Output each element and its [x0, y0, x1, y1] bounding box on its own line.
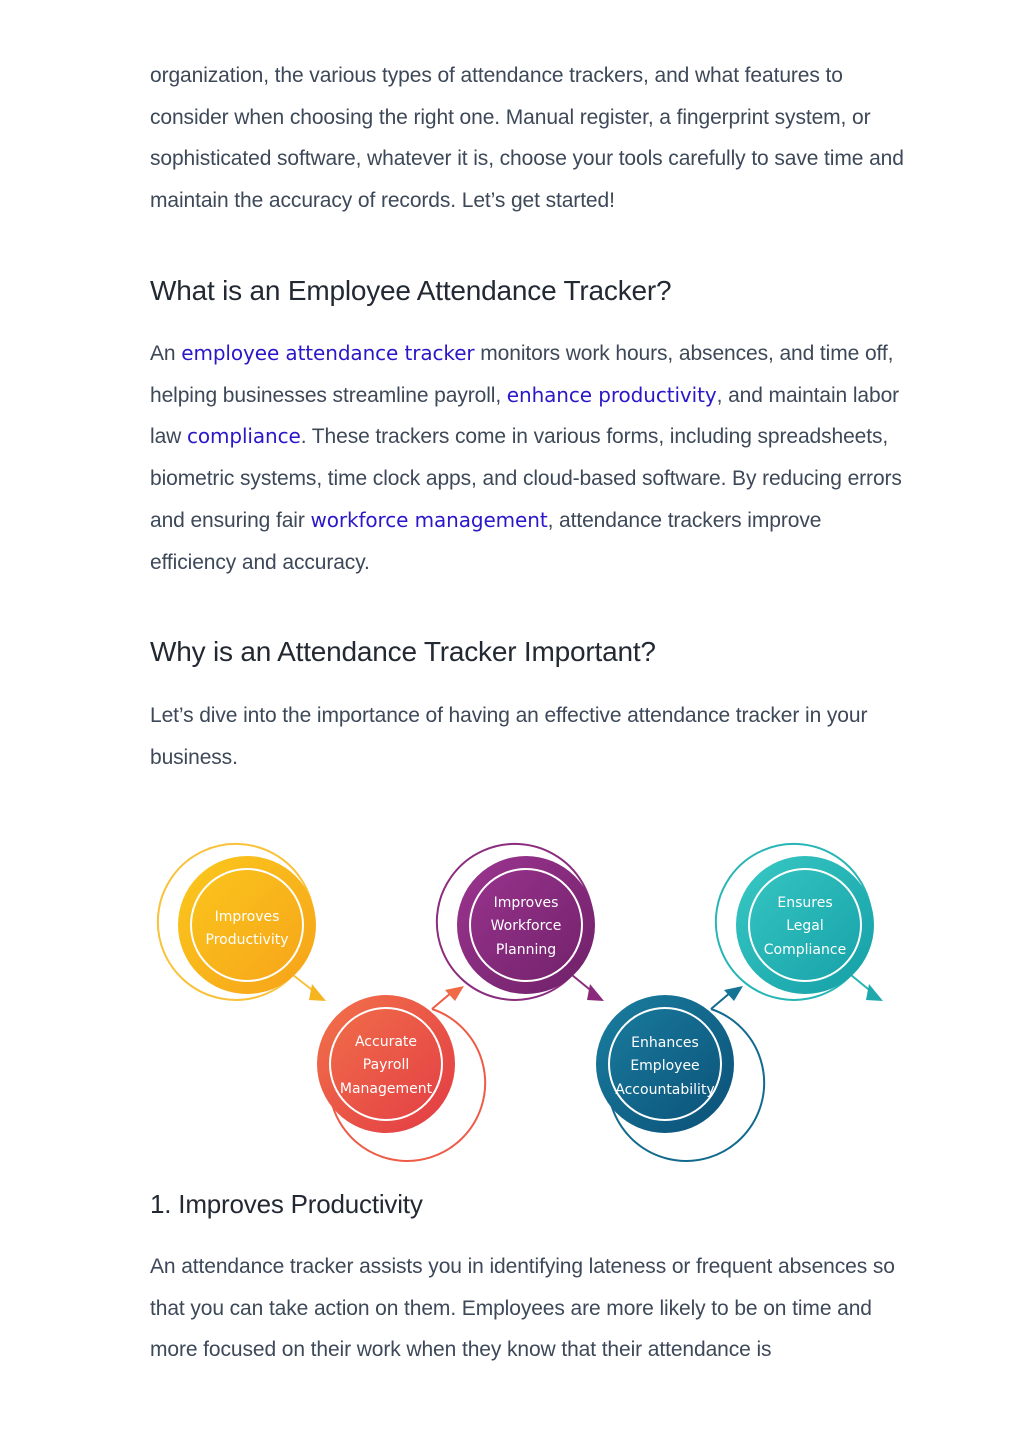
link-workforce-management[interactable]: workforce management — [310, 507, 548, 532]
text-fragment: , attendance trackers improve efficiency and accuracy. — [150, 508, 822, 574]
diagram-item-accurate-payroll — [317, 986, 485, 1161]
diagram-label-line: Planning — [495, 942, 557, 958]
diagram-label-line: Legal — [786, 918, 824, 934]
diagram-label-line: Compliance — [763, 942, 847, 958]
diagram-label-line: Ensures — [777, 895, 833, 911]
arrow-up-icon — [724, 986, 743, 1001]
arrow-down-icon — [866, 984, 883, 1001]
link-enhance-productivity[interactable]: enhance productivity — [506, 382, 717, 407]
intro-paragraph: organization, the various types of attendance trackers, and what features to consider when choosing the right one. Manual register, a fingerprint system, or sophisticated software, whatever it is, choose your tools carefully to save time and maintain the accuracy of records. Let’s get started! — [150, 64, 904, 213]
diagram-item-legal-compliance — [716, 844, 883, 1001]
text-fragment: . These trackers come in various forms, including spreadsheets, biometric systems, time clock apps, and cloud-based software. By reducing errors and ensuring fair — [150, 425, 902, 532]
diagram-label-line: Enhances — [631, 1035, 699, 1051]
text-fragment: An — [150, 342, 182, 365]
diagram-label-line: Payroll — [362, 1057, 410, 1073]
diagram-label-line: Management — [339, 1081, 433, 1097]
diagram-item-improves-productivity — [158, 844, 326, 1001]
arrow-down-icon — [587, 984, 604, 1001]
what-paragraph — [150, 333, 910, 583]
arrow-up-icon — [445, 986, 464, 1001]
diagram-item-workforce-planning — [437, 844, 604, 1001]
heading-why-important: Why is an Attendance Tracker Important? — [150, 636, 656, 667]
diagram-label-line: Workforce — [490, 918, 562, 934]
heading-improves-productivity: 1. Improves Productivity — [150, 1189, 423, 1219]
link-compliance[interactable]: compliance — [186, 424, 301, 449]
diagram-label-line: Improves — [493, 895, 559, 911]
link-employee-attendance-tracker[interactable]: employee attendance tracker — [181, 341, 475, 365]
diagram-label-line: Employee — [630, 1058, 700, 1074]
arrow-down-icon — [309, 984, 326, 1001]
text-fragment: monitors work hours, absences, and time off, helping businesses streamline payroll, — [150, 342, 894, 407]
diagram-label-line: Improves — [214, 909, 280, 925]
diagram-label-line: Accountability — [615, 1082, 715, 1098]
diagram-label-line: Productivity — [205, 932, 289, 948]
text-fragment: , and maintain labor law — [150, 383, 900, 449]
why-paragraph: Let’s dive into the importance of having an effective attendance tracker in your business. — [150, 704, 868, 769]
diagram-item-employee-accountability — [596, 986, 764, 1161]
heading-what-is-tracker: What is an Employee Attendance Tracker? — [150, 275, 672, 306]
diagram-label-line: Accurate — [354, 1034, 418, 1050]
productivity-paragraph: An attendance tracker assists you in identifying lateness or frequent absences so that you can take action on them. Employees are more likely to be on time and more focused on their work when they know that their attendance is — [150, 1255, 895, 1362]
